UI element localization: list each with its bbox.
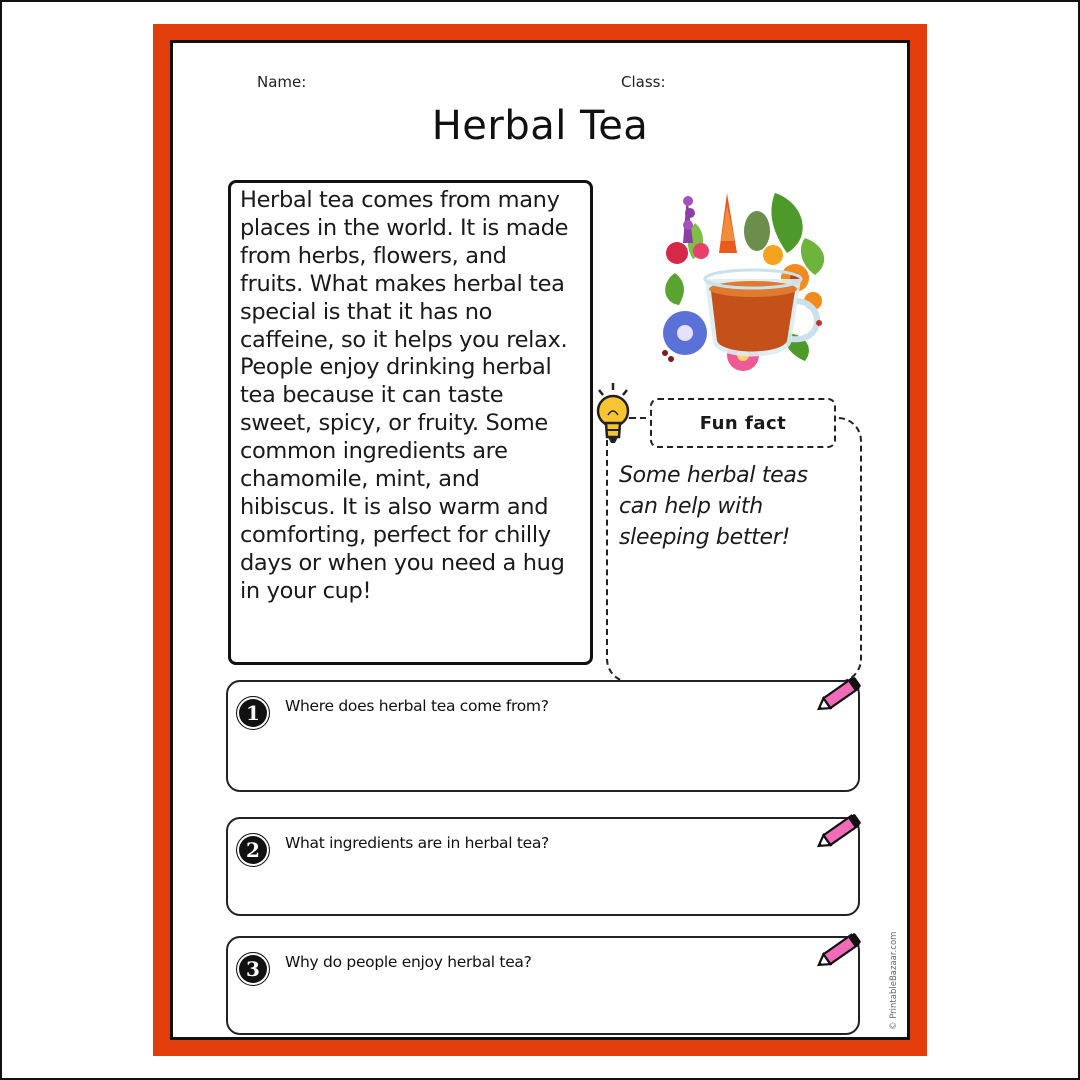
pencil-icon xyxy=(812,670,868,718)
fun-fact-heading: Fun fact xyxy=(650,398,836,448)
fun-fact-line: Some herbal teas xyxy=(619,463,808,488)
reading-passage-box xyxy=(228,180,593,665)
reading-line: from herbs, flowers, and xyxy=(240,242,507,269)
pencil-icon xyxy=(812,926,868,974)
worksheet-title: Herbal Tea xyxy=(431,103,649,149)
reading-line: in your cup! xyxy=(240,577,372,604)
fun-fact-line: can help with xyxy=(619,494,763,519)
reading-line: sweet, spicy, or fruity. Some xyxy=(240,410,548,437)
question-box-2[interactable] xyxy=(226,817,860,916)
question-text-1: Where does herbal tea come from? xyxy=(285,697,549,715)
reading-line: tea because it can taste xyxy=(240,382,504,409)
reading-line: common ingredients are xyxy=(240,438,508,465)
question-number-1: 1 xyxy=(237,697,269,729)
question-box-1[interactable] xyxy=(226,680,860,792)
reading-line: fruits. What makes herbal tea xyxy=(240,270,565,297)
tea-cup-flowers-illustration xyxy=(655,183,831,373)
reading-line: caffeine, so it helps you relax. xyxy=(240,326,568,353)
reading-line: chamomile, mint, and xyxy=(240,466,480,493)
class-label: Class: xyxy=(621,73,666,91)
question-number-2: 2 xyxy=(237,834,269,866)
reading-line: People enjoy drinking herbal xyxy=(240,354,552,381)
reading-line: Herbal tea comes from many xyxy=(240,187,560,213)
copyright-watermark: © PrintableBazaar.com xyxy=(889,931,899,1030)
reading-line: places in the world. It is made xyxy=(240,214,569,241)
worksheet-frame xyxy=(153,24,927,1056)
fun-fact-line: sleeping better! xyxy=(619,525,790,550)
reading-line: comforting, perfect for chilly xyxy=(240,521,551,548)
reading-passage xyxy=(240,187,581,606)
reading-line: days or when you need a hug xyxy=(240,549,565,576)
question-text-2: What ingredients are in herbal tea? xyxy=(285,834,549,852)
lightbulb-icon xyxy=(591,381,641,451)
reading-line: special is that it has no xyxy=(240,298,493,325)
pencil-icon xyxy=(812,807,868,855)
reading-line: hibiscus. It is also warm and xyxy=(240,493,549,520)
fun-fact-text xyxy=(619,460,849,553)
question-number-3: 3 xyxy=(237,953,269,985)
worksheet-page xyxy=(170,40,910,1040)
question-text-3: Why do people enjoy herbal tea? xyxy=(285,953,532,971)
question-box-3[interactable] xyxy=(226,936,860,1035)
name-label: Name: xyxy=(257,73,307,91)
